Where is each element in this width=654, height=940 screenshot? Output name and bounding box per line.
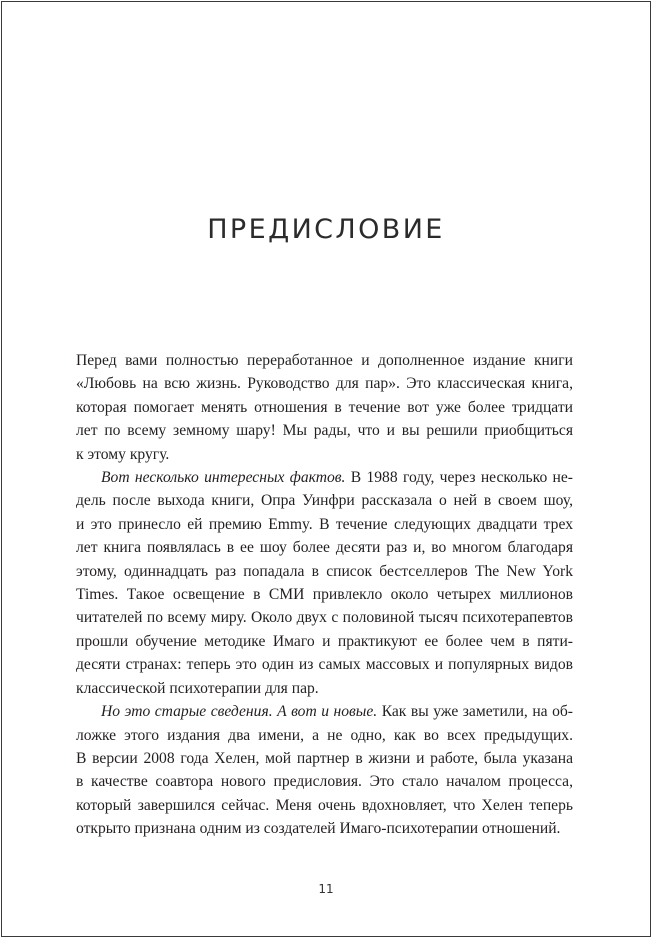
- text-line: [76, 724, 573, 747]
- line-text: В версии 2008 года Хелен, мой партнер в жизни и работе, была указана: [76, 749, 573, 767]
- book-page: [1, 1, 651, 937]
- text-line: [76, 677, 573, 700]
- text-line: [76, 700, 573, 723]
- page-number: 11: [318, 882, 334, 896]
- line-text: читателей по всему миру. Около двух с половиной тысяч психотерапевтов: [76, 609, 573, 627]
- text-line: [76, 747, 573, 770]
- text-line: [76, 794, 573, 817]
- text-line: [76, 489, 573, 512]
- italic-lead: Но это старые сведения. А вот и новые.: [101, 703, 378, 721]
- line-text: который завершился сейчас. Меня очень вдохновляет, что Хелен теперь: [76, 796, 573, 814]
- text-line: [76, 653, 573, 676]
- text-line: [76, 466, 573, 489]
- text-line: [76, 372, 573, 395]
- text-line: [76, 419, 573, 442]
- text-line: [76, 443, 573, 466]
- text-line: [76, 770, 573, 793]
- line-text: Как вы уже заметили, на об-: [377, 703, 574, 721]
- italic-lead: Вот несколько интересных фактов.: [101, 469, 346, 487]
- text-line: [76, 513, 573, 536]
- line-text: дель после выхода книги, Опра Уинфри рассказала о ней в своем шоу,: [76, 492, 573, 510]
- text-line: [76, 583, 573, 606]
- text-line: [76, 560, 573, 583]
- line-text: ложке этого издания два имени, а не одно, как во всех предыдущих.: [76, 726, 573, 744]
- line-text: которая помогает менять отношения в течение вот уже более тридцати: [76, 398, 573, 416]
- text-line: [76, 817, 573, 840]
- line-text: этому, одиннадцать раз попадала в список бестселлеров The New York: [76, 562, 573, 580]
- chapter-title: ПРЕДИСЛОВИЕ: [207, 214, 445, 245]
- line-text: классической психотерапии для пар.: [76, 679, 319, 697]
- text-line: [76, 630, 573, 653]
- line-text: Times. Такое освещение в СМИ привлекло около четырех миллионов: [76, 586, 573, 604]
- line-text: в качестве соавтора нового предисловия. Это стало началом процесса,: [76, 773, 573, 791]
- line-text: открыто признана одним из создателей Имаго-психотерапии отношений.: [76, 820, 561, 838]
- text-line: [76, 396, 573, 419]
- text-line: [76, 536, 573, 559]
- line-text: лет по всему земному шару! Мы рады, что и вы решили приобщиться: [76, 422, 573, 440]
- line-text: лет книга появлялась в ее шоу более десяти раз и, во многом благодаря: [76, 539, 573, 557]
- line-text: В 1988 году, через несколько не-: [345, 469, 574, 487]
- body-text: [76, 349, 573, 841]
- text-line: [76, 349, 573, 372]
- line-text: к этому кругу.: [76, 445, 170, 463]
- line-text: «Любовь на всю жизнь. Руководство для пар». Это классическая книга,: [76, 375, 573, 393]
- line-text: десяти странах: теперь это один из самых массовых и популярных видов: [76, 656, 573, 674]
- line-text: прошли обучение методике Имаго и практикуют ее более чем в пяти-: [76, 632, 573, 650]
- line-text: Перед вами полностью переработанное и дополненное издание книги: [76, 352, 573, 369]
- text-line: [76, 606, 573, 629]
- line-text: и это принесло ей премию Emmy. В течение следующих двадцати трех: [76, 515, 573, 533]
